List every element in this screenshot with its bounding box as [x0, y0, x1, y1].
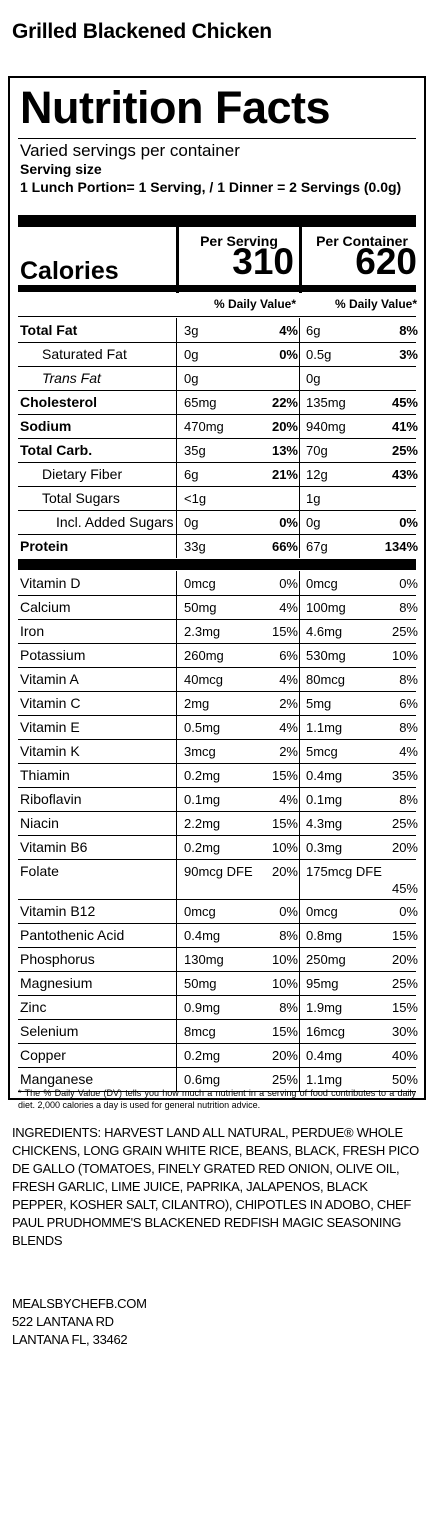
address-city: LANTANA FL, 33462 — [12, 1332, 128, 1347]
serving-amount: 50mg — [184, 976, 217, 991]
column-divider — [176, 595, 177, 619]
container-dv: 45% — [391, 395, 418, 410]
column-divider — [176, 787, 177, 811]
column-divider — [176, 619, 177, 643]
serving-dv: 2% — [279, 696, 298, 711]
column-divider — [176, 486, 177, 510]
container-amount: 0.4mg — [306, 1048, 343, 1063]
column-divider — [176, 571, 177, 595]
column-divider — [299, 1043, 300, 1067]
per-serving-header: Per Serving — [200, 233, 278, 249]
container-dv: 8% — [399, 323, 418, 338]
container-dv: 15% — [391, 928, 418, 943]
serving-size-label: Serving size — [20, 161, 102, 177]
divider — [18, 947, 416, 948]
divider — [18, 1019, 416, 1020]
serving-amount: 130mg — [184, 952, 224, 967]
nutrient-name: Trans Fat — [42, 370, 101, 386]
serving-amount: 260mg — [184, 648, 224, 663]
nutrient-name: Vitamin B6 — [20, 839, 88, 855]
column-divider — [299, 763, 300, 787]
column-divider — [176, 366, 177, 390]
serving-amount: 0.2mg — [184, 768, 221, 783]
per-container-header: Per Container — [316, 233, 408, 249]
container-dv: 8% — [399, 792, 418, 807]
serving-dv: 66% — [271, 539, 298, 554]
serving-amount: 0.6mg — [184, 1072, 221, 1087]
serving-amount: 0g — [184, 371, 199, 386]
serving-amount: 0.2mg — [184, 1048, 221, 1063]
column-divider — [299, 438, 300, 462]
serving-amount: 2.3mg — [184, 624, 221, 639]
column-divider — [299, 366, 300, 390]
nutrient-name: Total Fat — [20, 322, 78, 338]
serving-amount: 3g — [184, 323, 199, 338]
container-dv: 0% — [399, 515, 418, 530]
container-dv: 0% — [399, 904, 418, 919]
column-divider — [299, 995, 300, 1019]
divider — [18, 923, 416, 924]
serving-dv: 0% — [279, 576, 298, 591]
trans-word: Trans — [42, 370, 77, 386]
column-divider — [299, 643, 300, 667]
divider — [18, 510, 416, 511]
divider — [18, 619, 416, 620]
address-website: MEALSBYCHEFB.COM — [12, 1296, 147, 1311]
serving-amount: 2mg — [184, 696, 210, 711]
serving-dv: 0% — [279, 904, 298, 919]
container-amount: 0.4mg — [306, 768, 343, 783]
container-dv: 134% — [384, 539, 418, 554]
column-divider — [176, 227, 179, 293]
serving-size-desc: 1 Lunch Portion= 1 Serving, / 1 Dinner = 2 Servings (0.0g) — [20, 179, 402, 195]
serving-dv: 15% — [271, 1024, 298, 1039]
divider — [18, 486, 416, 487]
divider — [18, 414, 416, 415]
address-street: 522 LANTANA RD — [12, 1314, 114, 1329]
container-dv: 3% — [399, 347, 418, 362]
column-divider — [299, 390, 300, 414]
serving-amount: 33g — [184, 539, 206, 554]
container-dv: 30% — [391, 1024, 418, 1039]
container-dv: 40% — [391, 1048, 418, 1063]
container-amount: 4.6mg — [306, 624, 343, 639]
nutrient-name: Niacin — [20, 815, 59, 831]
column-divider — [176, 859, 177, 899]
container-amount: 1g — [306, 491, 321, 506]
serving-amount: 65mg — [184, 395, 217, 410]
column-divider — [299, 486, 300, 510]
nutrient-name: Incl. Added Sugars — [56, 514, 174, 530]
nutrient-name: Protein — [20, 538, 69, 554]
serving-dv: 8% — [279, 1000, 298, 1015]
serving-amount: 40mcg — [184, 672, 224, 687]
nutrient-name: Thiamin — [20, 767, 70, 783]
container-dv: 10% — [391, 648, 418, 663]
divider — [18, 438, 416, 439]
serving-dv: 0% — [279, 515, 298, 530]
column-divider — [299, 342, 300, 366]
column-divider — [176, 811, 177, 835]
nutrient-name: Selenium — [20, 1023, 79, 1039]
serving-dv: 13% — [271, 443, 298, 458]
serving-amount: 470mg — [184, 419, 224, 434]
container-amount: 1.1mg — [306, 1072, 343, 1087]
column-divider — [299, 667, 300, 691]
column-divider — [299, 534, 300, 558]
serving-amount: 50mg — [184, 600, 217, 615]
column-divider — [299, 811, 300, 835]
serving-dv: 20% — [271, 419, 298, 434]
serving-amount: 35g — [184, 443, 206, 458]
column-divider — [299, 227, 302, 293]
serving-dv: 0% — [279, 347, 298, 362]
serving-amount: 90mcg DFE — [184, 864, 253, 879]
serving-amount: 0.1mg — [184, 792, 221, 807]
column-divider — [176, 923, 177, 947]
container-amount: 80mcg — [306, 672, 346, 687]
serving-amount: 8mcg — [184, 1024, 216, 1039]
container-amount: 0mcg — [306, 904, 338, 919]
nutrient-name: Magnesium — [20, 975, 93, 991]
label-title: Nutrition Facts — [20, 82, 331, 133]
container-dv: 0% — [399, 576, 418, 591]
container-amount: 0.5g — [306, 347, 332, 362]
divider — [18, 390, 416, 391]
calories-per-container: 620 — [355, 241, 417, 282]
product-title: Grilled Blackened Chicken — [12, 20, 272, 43]
serving-dv: 22% — [271, 395, 298, 410]
serving-amount: 0.5mg — [184, 720, 221, 735]
nutrient-name: Iron — [20, 623, 45, 639]
divider — [18, 462, 416, 463]
column-divider — [176, 342, 177, 366]
serving-amount: 0g — [184, 347, 199, 362]
nutrient-name: Vitamin B12 — [20, 903, 96, 919]
container-amount: 175mcg DFE — [306, 864, 382, 879]
serving-amount: 0.9mg — [184, 1000, 221, 1015]
column-divider — [176, 438, 177, 462]
serving-amount: 0g — [184, 515, 199, 530]
serving-dv: 15% — [271, 624, 298, 639]
nutrient-name: Zinc — [20, 999, 47, 1015]
column-divider — [299, 414, 300, 438]
serving-amount: <1g — [184, 491, 207, 506]
divider — [18, 715, 416, 716]
container-dv: 50% — [391, 1072, 418, 1087]
container-amount: 100mg — [306, 600, 346, 615]
serving-dv: 10% — [271, 976, 298, 991]
column-divider — [299, 462, 300, 486]
column-divider — [299, 619, 300, 643]
serving-dv: 4% — [279, 672, 298, 687]
serving-dv: 6% — [279, 648, 298, 663]
nutrition-label — [8, 76, 426, 1110]
column-divider — [176, 643, 177, 667]
nutrient-name: Copper — [20, 1047, 66, 1063]
nutrient-name: Vitamin C — [20, 695, 81, 711]
divider — [18, 138, 416, 139]
container-dv: 15% — [391, 1000, 418, 1015]
serving-amount: 6g — [184, 467, 199, 482]
nutrient-name: Pantothenic Acid — [20, 927, 125, 943]
container-amount: 250mg — [306, 952, 346, 967]
nutrient-name: Dietary Fiber — [42, 466, 123, 482]
nutrient-name: Vitamin K — [20, 743, 80, 759]
column-divider — [176, 899, 177, 923]
container-dv: 43% — [391, 467, 418, 482]
serving-amount: 2.2mg — [184, 816, 221, 831]
column-divider — [299, 510, 300, 534]
thick-divider — [18, 559, 416, 570]
container-amount: 135mg — [306, 395, 346, 410]
divider — [18, 342, 416, 343]
thick-divider — [18, 215, 416, 227]
column-divider — [299, 971, 300, 995]
serving-dv: 20% — [271, 1048, 298, 1063]
column-divider — [299, 739, 300, 763]
nutrient-name: Vitamin A — [20, 671, 79, 687]
nutrient-name: Phosphorus — [20, 951, 95, 967]
serving-amount: 0.4mg — [184, 928, 221, 943]
column-divider — [299, 923, 300, 947]
column-divider — [176, 534, 177, 558]
column-divider — [299, 835, 300, 859]
nutrient-name: Total Sugars — [42, 490, 120, 506]
container-amount: 16mcg — [306, 1024, 346, 1039]
column-divider — [176, 947, 177, 971]
container-dv: 4% — [399, 744, 418, 759]
serving-dv: 10% — [271, 952, 298, 967]
column-divider — [299, 859, 300, 899]
container-amount: 940mg — [306, 419, 346, 434]
serving-amount: 3mcg — [184, 744, 216, 759]
serving-dv: 15% — [271, 768, 298, 783]
container-dv: 8% — [399, 720, 418, 735]
serving-amount: 0mcg — [184, 904, 216, 919]
column-divider — [176, 739, 177, 763]
container-amount: 5mcg — [306, 744, 338, 759]
serving-dv: 4% — [279, 600, 298, 615]
serving-dv: 4% — [279, 792, 298, 807]
container-dv: 35% — [391, 768, 418, 783]
container-amount: 70g — [306, 443, 328, 458]
divider — [18, 643, 416, 644]
nutrient-name: Riboflavin — [20, 791, 82, 807]
column-divider — [176, 763, 177, 787]
container-amount: 4.3mg — [306, 816, 343, 831]
column-divider — [176, 995, 177, 1019]
divider — [18, 1067, 416, 1068]
column-divider — [299, 715, 300, 739]
serving-dv: 21% — [271, 467, 298, 482]
column-divider — [299, 899, 300, 923]
column-divider — [176, 1019, 177, 1043]
dv-header-container: % Daily Value* — [334, 297, 417, 311]
container-amount: 0.1mg — [306, 792, 343, 807]
container-amount: 1.9mg — [306, 1000, 343, 1015]
divider — [18, 667, 416, 668]
divider — [18, 739, 416, 740]
nutrient-name: Manganese — [20, 1071, 94, 1087]
divider — [18, 859, 416, 860]
divider — [18, 1043, 416, 1044]
column-divider — [176, 715, 177, 739]
container-dv: 8% — [399, 600, 418, 615]
nutrient-name: Sodium — [20, 418, 72, 434]
divider — [18, 811, 416, 812]
container-amount: 0.3mg — [306, 840, 343, 855]
serving-dv: 10% — [271, 840, 298, 855]
serving-dv: 8% — [279, 928, 298, 943]
container-dv: 41% — [391, 419, 418, 434]
container-amount: 67g — [306, 539, 328, 554]
column-divider — [176, 390, 177, 414]
container-dv: 8% — [399, 672, 418, 687]
column-divider — [299, 947, 300, 971]
column-divider — [299, 571, 300, 595]
container-amount: 6g — [306, 323, 321, 338]
container-amount: 5mg — [306, 696, 332, 711]
ingredients: INGREDIENTS: HARVEST LAND ALL NATURAL, PERDUE® WHOLE CHICKENS, LONG GRAIN WHITE RICE, BEANS, BLACK, FRESH PICO DE GALLO (TOMATOES, FINELY GRATED RED ONION, OLIVE OIL, FRESH GARLIC, LIME JUICE, PAPRIKA, JALAPENOS, BLACK PEPPER, KOSHER SALT, CILANTRO), CHIPOTLES IN ADOBO, CHEF PAUL PRUDHOMME'S BLACKENED REDFISH MAGIC SEASONING BLENDS — [12, 1125, 419, 1248]
divider — [18, 763, 416, 764]
nutrient-name: Saturated Fat — [42, 346, 127, 362]
nutrient-name: Vitamin E — [20, 719, 80, 735]
container-dv: 25% — [391, 816, 418, 831]
servings-per-container: Varied servings per container — [20, 141, 240, 160]
divider — [18, 835, 416, 836]
column-divider — [299, 787, 300, 811]
divider — [18, 316, 416, 317]
nutrient-name: Folate — [20, 863, 59, 879]
calories-per-serving: 310 — [232, 241, 294, 282]
column-divider — [176, 971, 177, 995]
nutrient-name: Cholesterol — [20, 394, 98, 410]
container-dv: 6% — [399, 696, 418, 711]
column-divider — [176, 462, 177, 486]
thick-divider — [18, 285, 416, 292]
container-amount: 530mg — [306, 648, 346, 663]
divider — [18, 691, 416, 692]
column-divider — [176, 667, 177, 691]
container-dv: 25% — [391, 976, 418, 991]
calories-label: Calories — [20, 257, 119, 285]
serving-dv: 4% — [279, 323, 298, 338]
column-divider — [176, 318, 177, 342]
container-dv: 25% — [391, 443, 418, 458]
serving-dv: 2% — [279, 744, 298, 759]
column-divider — [176, 510, 177, 534]
divider — [18, 595, 416, 596]
container-amount: 0.8mg — [306, 928, 343, 943]
divider — [18, 366, 416, 367]
nutrient-name: Potassium — [20, 647, 86, 663]
container-amount: 95mg — [306, 976, 339, 991]
divider — [18, 787, 416, 788]
container-amount: 1.1mg — [306, 720, 343, 735]
column-divider — [299, 595, 300, 619]
container-amount: 0mcg — [306, 576, 338, 591]
serving-dv: 4% — [279, 720, 298, 735]
container-dv: 45% — [391, 881, 418, 896]
container-amount: 12g — [306, 467, 328, 482]
divider — [18, 995, 416, 996]
column-divider — [299, 318, 300, 342]
column-divider — [176, 1043, 177, 1067]
container-dv: 20% — [391, 840, 418, 855]
dv-header-serving: % Daily Value* — [213, 297, 296, 311]
footnote: * The % Daily Value (DV) tells you how much a nutrient in a serving of food contributes to a daily diet. 2,000 calories a day is used for general nutrition advice. — [18, 1088, 416, 1110]
column-divider — [176, 414, 177, 438]
column-divider — [299, 1019, 300, 1043]
serving-amount: 0mcg — [184, 576, 216, 591]
column-divider — [299, 691, 300, 715]
divider — [18, 971, 416, 972]
serving-amount: 0.2mg — [184, 840, 221, 855]
container-dv: 20% — [391, 952, 418, 967]
nutrient-name: Vitamin D — [20, 575, 81, 591]
container-amount: 0g — [306, 371, 321, 386]
divider — [18, 899, 416, 900]
nutrient-name: Calcium — [20, 599, 71, 615]
column-divider — [176, 691, 177, 715]
serving-dv: 20% — [271, 864, 298, 879]
nutrient-name: Total Carb. — [20, 442, 93, 458]
divider — [18, 534, 416, 535]
container-amount: 0g — [306, 515, 321, 530]
container-dv: 25% — [391, 624, 418, 639]
serving-dv: 25% — [271, 1072, 298, 1087]
column-divider — [176, 835, 177, 859]
serving-dv: 15% — [271, 816, 298, 831]
